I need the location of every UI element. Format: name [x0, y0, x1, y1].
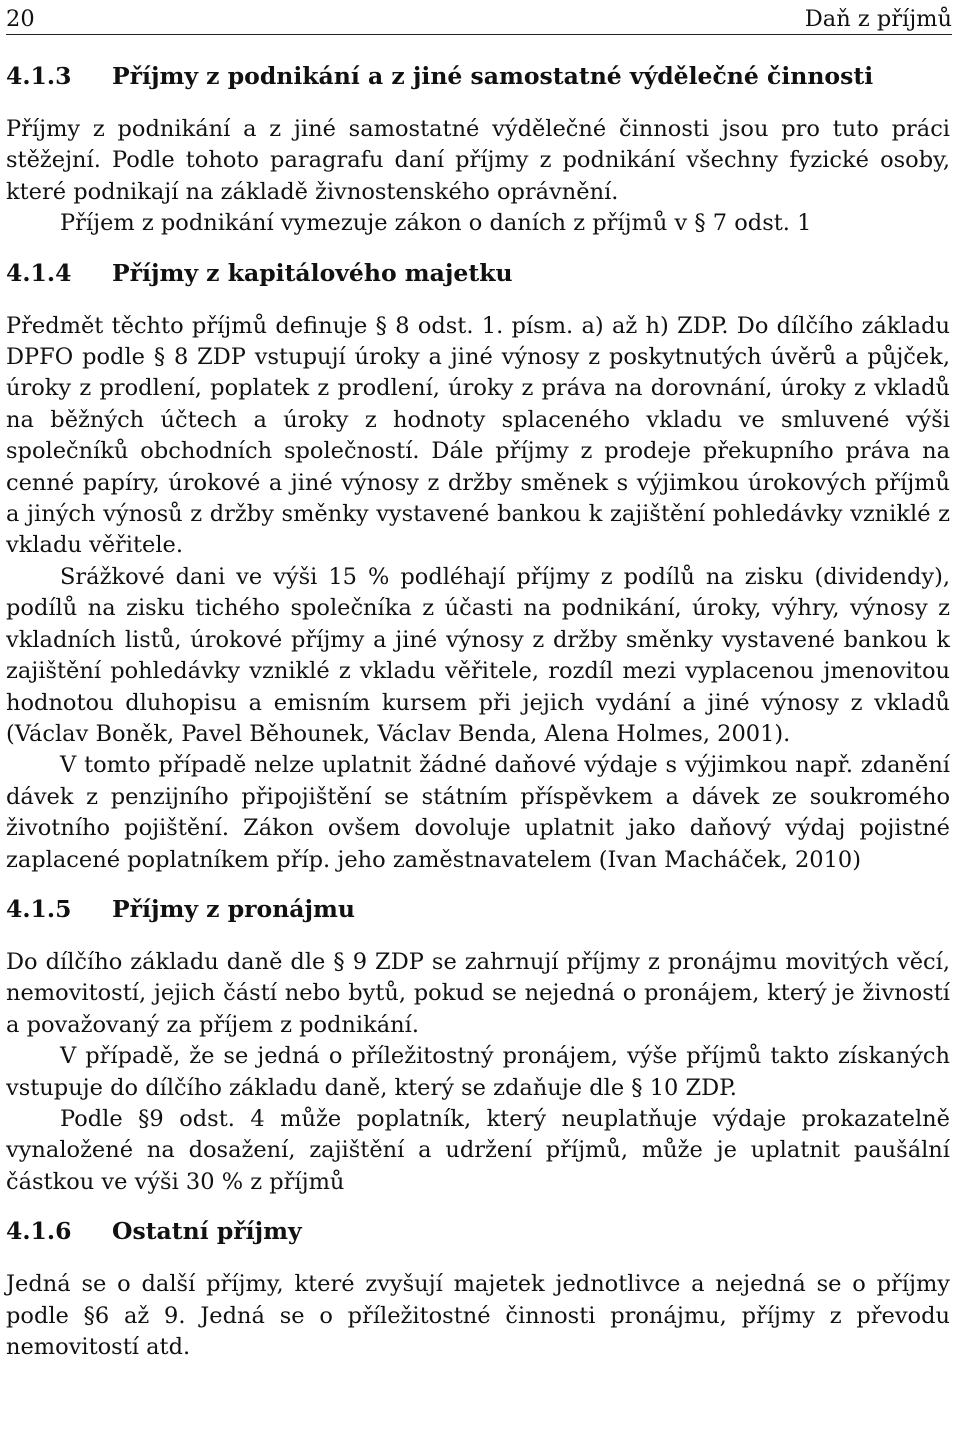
paragraph: Jedná se o další příjmy, které zvyšují majetek jednotlivce a nejedná se o příjmy podle §6 až 9. Jedná se o příležitostné činnosti pronájmu, příjmy z převodu nemovitostí atd. — [6, 1271, 950, 1360]
section-heading-4-1-4 — [6, 259, 950, 287]
section-title: Ostatní příjmy — [112, 1217, 302, 1246]
section-heading-4-1-6 — [6, 1217, 950, 1245]
paragraph: Do dílčího základu daně dle § 9 ZDP se zahrnují příjmy z pronájmu movitých věcí, nemovitostí, jejich částí nebo bytů, pokud se nejedná o pronájem, který je živností a považovaný za příjem z podnikání. — [6, 948, 950, 1038]
section-number: 4.1.6 — [6, 1217, 72, 1246]
page-header — [6, 0, 952, 35]
section-title: Příjmy z pronájmu — [112, 894, 355, 923]
section-title: Příjmy z podnikání a z jiné samostatné výdělečné činnosti — [112, 62, 874, 90]
paragraph: Srážkové dani ve výši 15 % podléhají příjmy z podílů na zisku (dividendy), podílů na zisku tichého společníka z účasti na podnikání, úroky, výhry, výnosy z vkladních listů, úrokové příjmy a jiné výnosy z držby směnky vystavené bankou k zajištění pohledávky vzniklé z vkladu věřitele, rozdíl mezi vyplacenou jmenovitou hodnotou dluhopisu a emisním kursem při jejich vydání a jiné výnosy z vkladů (Václav Boněk, Pavel Běhounek, Václav Benda, Alena Holmes, 2001). — [6, 563, 950, 747]
page-number: 20 — [6, 5, 35, 32]
paragraph: V případě, že se jedná o příležitostný pronájem, výše příjmů takto získaných vstupuje do dílčího základu daně, který se zdaňuje dle § 10 ZDP. — [6, 1043, 950, 1101]
section-number: 4.1.3 — [6, 62, 72, 90]
paragraph: Příjem z podnikání vymezuje zákon o daních z příjmů v § 7 odst. 1 — [60, 210, 812, 237]
section-heading-4-1-3 — [6, 62, 950, 90]
paragraph: V tomto případě nelze uplatnit žádné daňové výdaje s výjimkou např. zdanění dávek z penzijního připojištění se státním příspěvkem a dávek ze soukromého životního pojištění. Zákon ovšem dovoluje uplatnit jako daňový výdaj pojistné zaplacené poplatníkem příp. jeho zaměstnavatelem (Ivan Macháček, 2010) — [6, 752, 950, 873]
section-heading-4-1-5 — [6, 895, 950, 923]
section-title: Příjmy z kapitálového majetku — [112, 258, 513, 287]
paragraph: Předmět těchto příjmů definuje § 8 odst. 1. písm. a) až h) ZDP. Do dílčího základu DPFO podle § 8 ZDP vstupují úroky a jiné výnosy z poskytnutých úvěrů a půjček, úroky z prodlení, poplatek z prodlení, úroky z práva na dorovnání, úroky z vkladů na běžných účtech a úroky z hodnoty splaceného vkladu ve smluvené výši společníků obchodních společností. Dále příjmy z prodeje překupního práva na cenné papíry, úrokové a jiné výnosy z držby směnek s výjimkou úrokových příjmů a jiných výnosů z držby směnky vystavené bankou k zajištění pohledávky vzniklé z vkladu věřitele. — [6, 312, 950, 559]
page-content — [6, 62, 950, 1363]
section-number: 4.1.4 — [6, 258, 72, 287]
running-title: Daň z příjmů — [804, 5, 952, 32]
section-number: 4.1.5 — [6, 894, 72, 923]
paragraph: Podle §9 odst. 4 může poplatník, který neuplatňuje výdaje prokazatelně vynaložené na dosažení, zajištění a udržení příjmů, může je uplatnit paušální částkou ve výši 30 % z příjmů — [6, 1105, 950, 1195]
paragraph: Příjmy z podnikání a z jiné samostatné výdělečné činnosti jsou pro tuto práci stěžejní. Podle tohoto paragrafu daní příjmy z podnikání všechny fyzické osoby, které podnikají na základě živnostenského oprávnění. — [6, 116, 950, 205]
